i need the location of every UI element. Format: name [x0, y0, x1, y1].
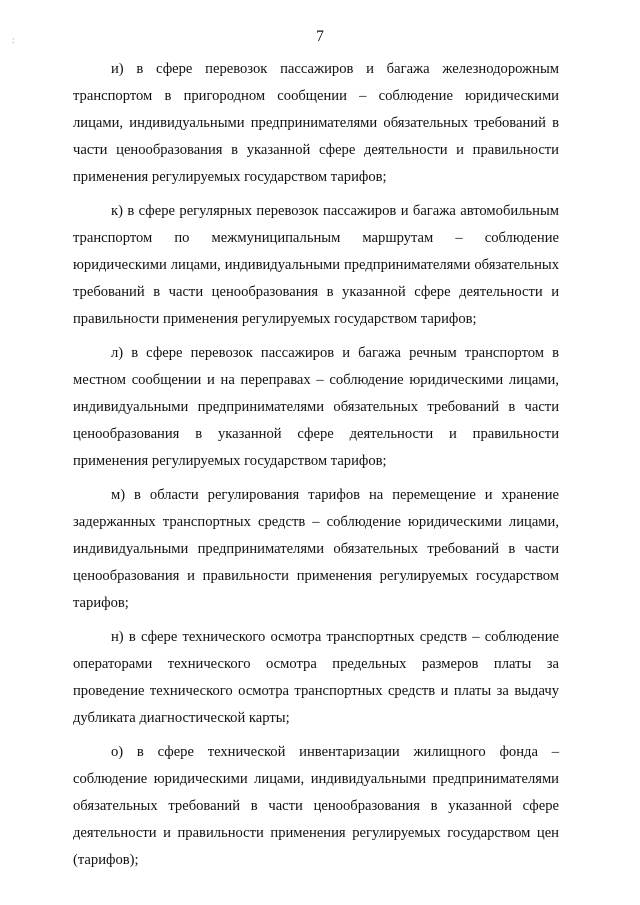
document-body — [73, 56, 559, 874]
margin-mark: : — [12, 35, 15, 45]
paragraph-n: н) в сфере технического осмотра транспортных средств – соблюдение операторами технического осмотра предельных размеров платы за проведение технического осмотра транспортных средств и платы за выдачу дубликата диагностической карты; — [73, 629, 559, 726]
page-number: 7 — [316, 28, 324, 45]
paragraph-i: и) в сфере перевозок пассажиров и багажа железнодорожным транспортом в пригородном сообщении – соблюдение юридическими лицами, индивидуальными предпринимателями обязательных требований в части ценообразования в указанной сфере деятельности и правильности применения регулируемых государством тарифов; — [73, 61, 559, 185]
paragraph-k: к) в сфере регулярных перевозок пассажиров и багажа автомобильным транспортом по межмуниципальным маршрутам – соблюдение юридическими лицами, индивидуальными предпринимателями обязательных требований в части ценообразования в указанной сфере деятельности и правильности применения регулируемых государством тарифов; — [73, 203, 559, 327]
paragraph-l: л) в сфере перевозок пассажиров и багажа речным транспортом в местном сообщении и на переправах – соблюдение юридическими лицами, индивидуальными предпринимателями обязательных требований в части ценообразования в указанной сфере деятельности и правильности применения регулируемых государством тарифов; — [73, 345, 559, 469]
paragraph-o: о) в сфере технической инвентаризации жилищного фонда – соблюдение юридическими лицами, индивидуальными предпринимателями обязательных требований в части ценообразования в указанной сфере деятельности и правильности применения регулируемых государством цен (тарифов); — [73, 744, 559, 868]
paragraph-m: м) в области регулирования тарифов на перемещение и хранение задержанных транспортных средств – соблюдение юридическими лицами, индивидуальными предпринимателями обязательных требований в части ценообразования и правильности применения регулируемых государством тарифов; — [73, 487, 559, 611]
